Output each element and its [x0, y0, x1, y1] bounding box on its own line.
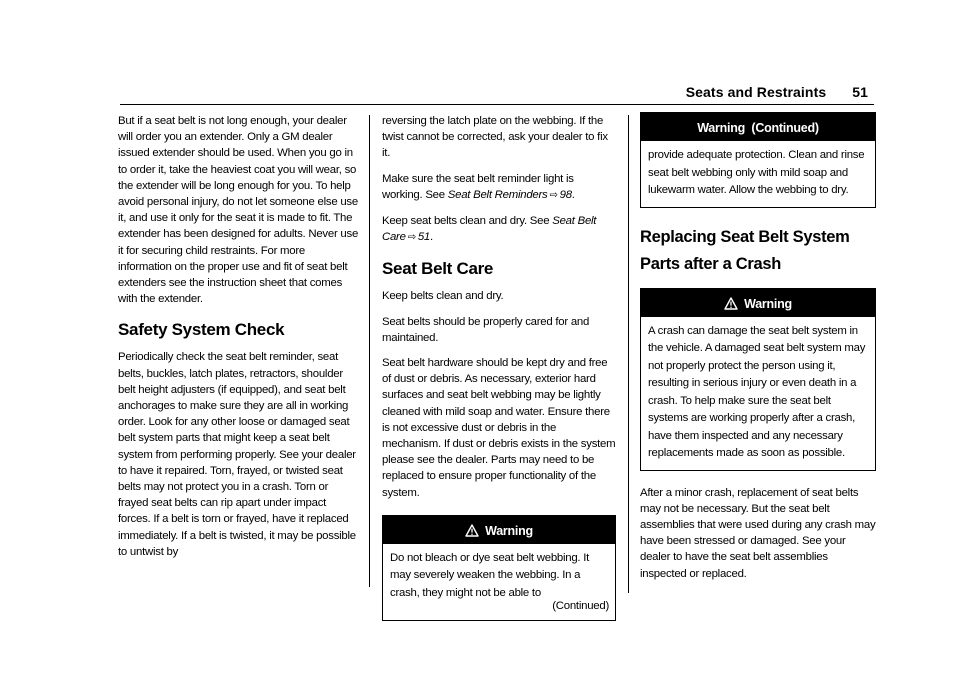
page-ref-98[interactable]: 98 [559, 188, 572, 201]
warning-box [382, 515, 616, 622]
minor-crash-paragraph: After a minor crash, replacement of seat belts may not be necessary. But the seat belt assemblies that were used during any crash may have been stressed or damaged. See your dealer to have the seat belt assemblies inspected or replaced. [640, 486, 876, 580]
section-title: Seats and Restraints [685, 84, 827, 100]
page-reference-arrow-icon: ⇨ [407, 232, 416, 244]
reminder-paragraph: Make sure the seat belt reminder light is working. See Seat Belt Reminders ⇨ 98. [382, 172, 575, 201]
warning-continued-box [640, 112, 876, 208]
warning-header [641, 289, 875, 317]
extender-paragraph: But if a seat belt is not long enough, your dealer will order you an extender. Only a GM dealer issued extender should be used. When you go in to order it, take the heaviest coat you will wear, so the extender will be long enough for you. To help avoid personal injury, do not let someone else use it, and use it only for the seat it is made to fit. The extender has been designed for adults. Never use it for securing child restraints. For more information on the proper use and fit of seat belt extenders see the instruction sheet that comes with the extender. [118, 115, 359, 306]
header-rule [120, 104, 874, 105]
care-paragraph-3: Seat belt hardware should be kept dry and free of dust or debris. As necessary, exterior hard surfaces and seat belt webbing may be lightly cleaned with mild soap and water. Ensure there is not excessive dust or debris in the mechanism. If dust or debris exists in the system please see the dealer. Parts may need to be replaced to ensure proper functionality of the system. [382, 357, 616, 499]
clean-dry-paragraph: Keep seat belts clean and dry. See Seat Belt Care ⇨ 51. [382, 215, 597, 244]
warning-text: Do not bleach or dye seat belt webbing. It may severely weaken the webbing. In a crash, they might not be able to [390, 551, 590, 599]
page-reference-arrow-icon: ⇨ [549, 189, 558, 201]
warning-continued-header: Warning (Continued) [641, 113, 875, 141]
column-1 [118, 113, 360, 569]
crash-warning-box [640, 288, 876, 471]
continued-label: (Continued) [552, 600, 609, 613]
column-divider [369, 115, 370, 587]
warning-triangle-icon [724, 297, 738, 310]
replacing-parts-heading: Replacing Seat Belt System Parts after a Crash [640, 227, 850, 273]
twist-paragraph: reversing the latch plate on the webbing. If the twist cannot be corrected, ask your dealer to fix it. [382, 115, 608, 160]
warning-header [383, 516, 615, 544]
care-paragraph-2: Seat belts should be properly cared for and maintained. [382, 315, 590, 344]
warning-title: Warning [485, 523, 533, 538]
column-divider [628, 115, 629, 593]
running-header [686, 84, 868, 100]
seat-belt-reminders-link[interactable]: Seat Belt Reminders [447, 188, 548, 201]
page-ref-51[interactable]: 51 [417, 231, 431, 244]
warning-body: A crash can damage the seat belt system in the vehicle. A damaged seat belt system may not properly protect the person using it, resulting in serious injury or even death in a crash. To help make sure the seat belt systems are working properly after a crash, have them inspected and any necessary replacements made as soon as possible. [648, 324, 866, 459]
seat-belt-care-link[interactable]: Seat Belt Care [382, 215, 597, 244]
warning-triangle-icon [465, 524, 479, 537]
column-3 [640, 113, 876, 591]
care-paragraph-1: Keep belts clean and dry. [382, 290, 504, 303]
seat-belt-care-heading: Seat Belt Care [382, 259, 494, 279]
safety-system-check-heading: Safety System Check [118, 320, 285, 340]
warning-continued-body: provide adequate protection. Clean and rinse seat belt webbing only with mild soap and lukewarm water. Allow the webbing to dry. [648, 149, 865, 196]
safety-check-paragraph: Periodically check the seat belt reminder, seat belts, buckles, latch plates, retractors, shoulder belt height adjusters (if equipped), and seat belt anchorages to make sure they are all in working order. Look for any other loose or damaged seat belt system parts that might keep a seat belt system from performing properly. See your dealer to have it repaired. Torn, frayed, or twisted seat belts may not protect you in a crash. Torn or frayed seat belts can rip apart under impact forces. If a belt is torn or frayed, have it replaced immediately. If a belt is twisted, it may be possible to untwist by [118, 351, 356, 558]
page-number: 51 [852, 84, 868, 100]
column-2 [382, 113, 616, 631]
warning-title: Warning [744, 296, 792, 311]
warning-body [383, 544, 615, 621]
